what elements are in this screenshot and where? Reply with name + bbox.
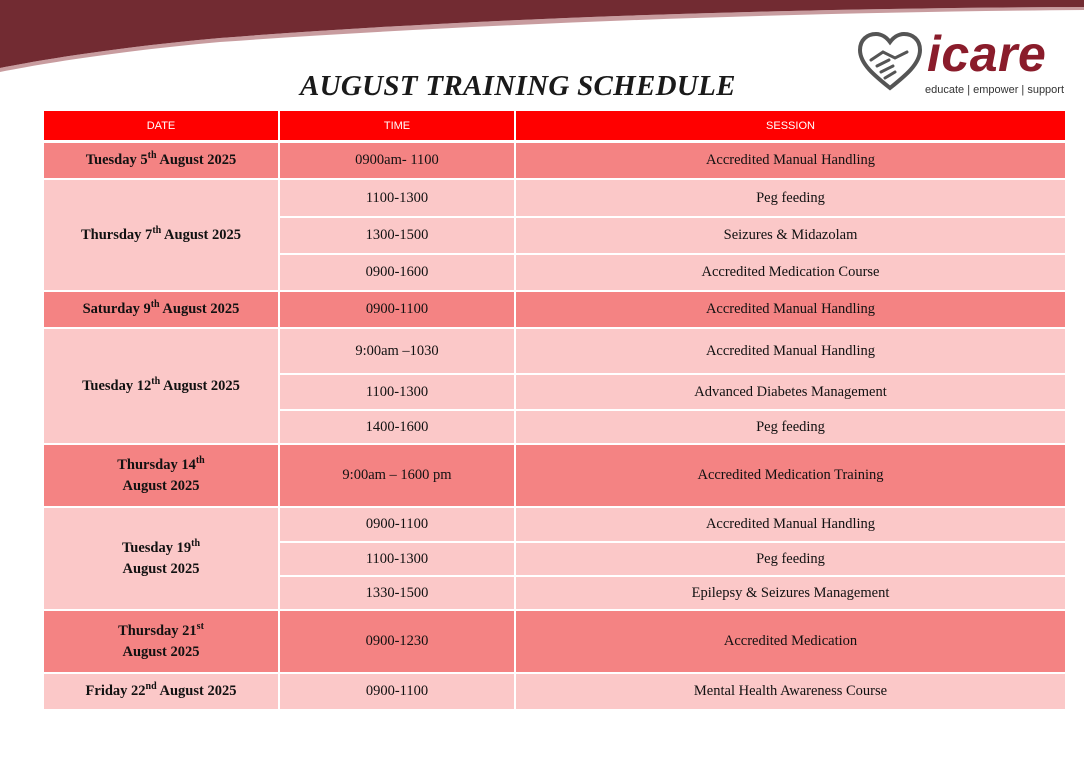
header-date: DATE — [44, 111, 280, 143]
time-cell: 9:00am –1030 — [280, 329, 516, 375]
page-title: AUGUST TRAINING SCHEDULE — [300, 70, 736, 102]
session-cell: Peg feeding — [516, 543, 1067, 577]
header-session: SESSION — [516, 111, 1067, 143]
time-cell: 1100-1300 — [280, 375, 516, 411]
date-cell: Thursday 21st August 2025 — [44, 611, 280, 674]
time-cell: 1330-1500 — [280, 577, 516, 611]
date-cell: Thursday 14th August 2025 — [44, 445, 280, 508]
handshake-heart-icon — [855, 30, 925, 94]
logo-tagline: educate | empower | support — [925, 84, 1065, 96]
time-cell: 0900am- 1100 — [280, 143, 516, 180]
session-cell: Accredited Manual Handling — [516, 143, 1067, 180]
time-cell: 1100-1300 — [280, 180, 516, 218]
table-row — [44, 674, 1067, 711]
time-cell: 9:00am – 1600 pm — [280, 445, 516, 508]
session-cell: Advanced Diabetes Management — [516, 375, 1067, 411]
table-row — [44, 292, 1067, 329]
session-cell: Accredited Manual Handling — [516, 292, 1067, 329]
table-row — [44, 329, 1067, 375]
session-cell: Accredited Medication Course — [516, 255, 1067, 292]
session-cell: Seizures & Midazolam — [516, 218, 1067, 255]
table-row — [44, 611, 1067, 674]
session-cell: Accredited Manual Handling — [516, 508, 1067, 543]
date-cell: Tuesday 5th August 2025 — [44, 143, 280, 180]
table-row — [44, 143, 1067, 180]
session-cell: Peg feeding — [516, 180, 1067, 218]
time-cell: 1100-1300 — [280, 543, 516, 577]
date-cell: Thursday 7th August 2025 — [44, 180, 280, 292]
date-cell: Tuesday 19th August 2025 — [44, 508, 280, 611]
table-row — [44, 445, 1067, 508]
session-cell: Accredited Medication — [516, 611, 1067, 674]
time-cell: 0900-1230 — [280, 611, 516, 674]
session-cell: Epilepsy & Seizures Management — [516, 577, 1067, 611]
table-header-row — [44, 111, 1067, 143]
table-row — [44, 180, 1067, 218]
icare-logo — [855, 26, 1065, 100]
time-cell: 1300-1500 — [280, 218, 516, 255]
header-time: TIME — [280, 111, 516, 143]
time-cell: 1400-1600 — [280, 411, 516, 445]
date-cell: Saturday 9th August 2025 — [44, 292, 280, 329]
table-row — [44, 508, 1067, 543]
time-cell: 0900-1100 — [280, 292, 516, 329]
session-cell: Accredited Manual Handling — [516, 329, 1067, 375]
logo-wordmark: icare — [927, 26, 1047, 82]
date-cell: Tuesday 12th August 2025 — [44, 329, 280, 445]
session-cell: Accredited Medication Training — [516, 445, 1067, 508]
time-cell: 0900-1100 — [280, 674, 516, 711]
time-cell: 0900-1100 — [280, 508, 516, 543]
training-schedule-table — [44, 111, 1067, 711]
time-cell: 0900-1600 — [280, 255, 516, 292]
session-cell: Mental Health Awareness Course — [516, 674, 1067, 711]
date-cell: Friday 22nd August 2025 — [44, 674, 280, 711]
session-cell: Peg feeding — [516, 411, 1067, 445]
